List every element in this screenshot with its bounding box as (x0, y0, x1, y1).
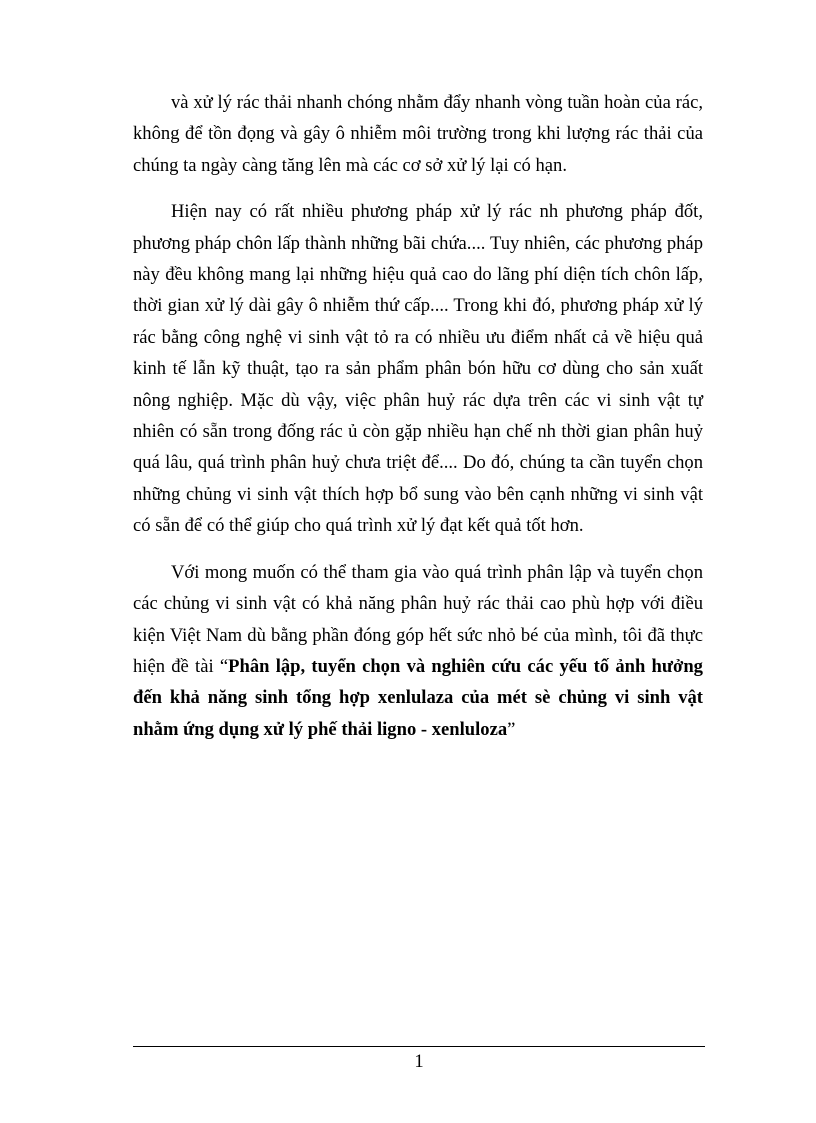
paragraph-methods: Hiện nay có rất nhiều phương pháp xử lý rác nh phương pháp đốt, phương pháp chôn lấp thành những bãi chứa.... Tuy nhiên, các phương pháp này đều không mang lại những hiệu quả cao do lãng phí diện tích chôn lấp, thời gian xử lý dài gây ô nhiễm thứ cấp.... Trong khi đó, phương pháp xử lý rác bằng công nghệ vi sinh vật tỏ ra có nhiều ưu điểm nhất cả về hiệu quả kinh tế lẫn kỹ thuật, tạo ra sản phẩm phân bón hữu cơ dùng cho sản xuất nông nghiệp. Mặc dù vậy, việc phân huỷ rác dựa trên các vi sinh vật tự nhiên có sẵn trong đống rác ủ còn gặp nhiều hạn chế nh thời gian phân huỷ quá lâu, quá trình phân huỷ chưa triệt để.... Do đó, chúng ta cần tuyển chọn những chủng vi sinh vật thích hợp bổ sung vào bên cạnh những vi sinh vật có sẵn để có thể giúp cho quá trình xử lý đạt kết quả tốt hơn. (133, 201, 703, 537)
body-text (133, 87, 703, 760)
thesis-title: Phân lập, tuyển chọn và nghiên cứu các yếu tố ảnh hưởng đến khả năng sinh tổng hợp xenlulaza của mét sè chủng vi sinh vật nhằm ứng dụng xử lý phế thải ligno - xenluloza (133, 655, 703, 740)
footer-divider (133, 1046, 705, 1047)
paragraph-continuation: và xử lý rác thải nhanh chóng nhằm đẩy nhanh vòng tuần hoàn của rác, không để tồn đọng và gây ô nhiễm môi trường trong khi lượng rác thải của chúng ta ngày càng tăng lên mà các cơ sở xử lý lại có hạn. (133, 92, 703, 176)
closing-quote: ” (507, 718, 516, 740)
page-number: 1 (414, 1051, 424, 1072)
paragraph-intro-text: Với mong muốn có thể tham gia vào quá trình phân lập và tuyển chọn các chủng vi sinh vật có khả năng phân huỷ rác thải cao phù hợp với điều kiện Việt Nam dù bằng phần đóng góp hết sức nhỏ bé của mình, tôi đã thực hiện đề tài “ (133, 561, 703, 677)
paragraph-thesis-topic (133, 557, 703, 745)
